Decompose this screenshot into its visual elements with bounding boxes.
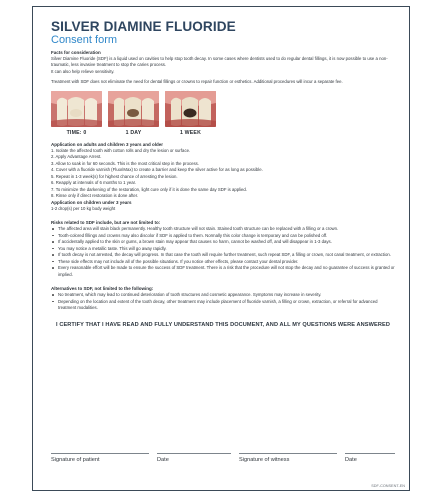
witness-signature-line[interactable]: Signature of witness: [239, 453, 337, 463]
risk-item: If accidentally applied to the skin or gums, a brown stain may appear that causes no harm, cannot be washed off, and will disappear in 1-3 days.: [51, 239, 395, 246]
tooth-photo: [165, 91, 216, 127]
facts-paragraph: It can also help relieve sensitivity.: [51, 68, 115, 74]
alternatives-heading: Alternatives to SDF, not limited to the following:: [51, 286, 154, 292]
photo-caption: 1 DAY: [125, 129, 142, 136]
risk-item: The affected area will stain black permanently. Healthy tooth structure will not stain. Stained tooth structure can be replaced with a filling or a crown.: [51, 226, 395, 233]
application-step: 3. Allow to soak in for 60 seconds. This is the most critical step in the process.: [51, 160, 199, 166]
photo-1-day: [108, 91, 159, 136]
under3-dosage: 1-2 drop(s) per 10 kg body weight: [51, 205, 116, 211]
treatment-photos: [51, 91, 395, 136]
alternative-item: Depending on the location and extent of the tooth decay, other treatment may include placement of fluoride varnish, a filling or crown, extraction, or referral for advanced treatment modalities.: [51, 299, 395, 312]
risk-item: If tooth decay is not arrested, the decay will progress. In that case the tooth will require further treatment, such repeat SDF, a filling or crown, root canal treatment, or extraction.: [51, 252, 395, 259]
form-title: SILVER DIAMINE FLUORIDE: [51, 19, 236, 34]
photo-time-0: [51, 91, 102, 136]
tooth-photo: [108, 91, 159, 127]
tooth-photo: [51, 91, 102, 127]
application-step: 2. Apply Advantage Arrest.: [51, 154, 102, 160]
application-step: 1. Isolate the affected tooth with cotton rolls and dry the lesion or surface.: [51, 147, 191, 153]
witness-date-line[interactable]: Date: [345, 453, 395, 463]
risk-item: Tooth-colored fillings and crowns may also discolor if SDF is applied to them. Normally this color change is temporary and can be polished off.: [51, 233, 395, 240]
patient-date-line[interactable]: Date: [157, 453, 231, 463]
form-subtitle: Consent form: [51, 34, 118, 46]
risks-heading: Risks related to SDF include, but are not limited to:: [51, 220, 161, 226]
alternative-item: No treatment, which may lead to continued deterioration of tooth structures and cosmetic appearance. Symptoms may increase in severity.: [51, 292, 395, 299]
under3-heading: Application on children under 3 years: [51, 199, 132, 205]
application-step: 4. Cover with a fluoride varnish (FluoriMax) to create a barrier and keep the silver active for as long as possible.: [51, 167, 263, 173]
application-steps: [51, 148, 395, 200]
signature-row: [51, 453, 395, 473]
risks-list: [51, 226, 395, 278]
application-step: 5. Repeat in 1-3 week(s) for highest chance of arresting the lesion.: [51, 173, 178, 179]
risk-item: Every reasonable effort will be made to ensure the success of SDF treatment. There is a risk that the procedure will not stop the decay and no guarantee of success is granted or implied.: [51, 265, 395, 278]
certification-statement: I CERTIFY THAT I HAVE READ AND FULLY UNDERSTAND THIS DOCUMENT, AND ALL MY QUESTIONS WERE ANSWERED: [56, 321, 390, 328]
facts-paragraph: Treatment with SDF does not eliminate the need for dental fillings or crowns to repair function or esthetics. Additional procedures will incur a separate fee.: [51, 79, 343, 85]
form-content: [51, 20, 395, 328]
photo-caption: TIME: 0: [66, 129, 87, 136]
photo-1-week: [165, 91, 216, 136]
application-heading: Application on adults and children 3 years and older: [51, 141, 164, 147]
facts-heading: Facts for consideration: [51, 50, 101, 55]
consent-form-page: [32, 6, 410, 491]
alternatives-list: [51, 292, 395, 312]
application-step: 7. To minimize the darkening of the restoration, light cure only if it is done the same day SDF is applied.: [51, 186, 248, 192]
application-step: 6. Reapply at intervals of 6 months to 1 year.: [51, 180, 137, 186]
facts-paragraph: Silver Diamine Fluoride (SDF) is a liquid used on cavities to help stop tooth decay. In some cases where dentists used to do regular dental fillings, it is now possible to use a non-traumatic, less invasive treatment to stop the caries process.: [51, 56, 388, 68]
photo-caption: 1 WEEK: [179, 129, 202, 136]
form-code: SDF-CONSENT-EN: [371, 484, 405, 488]
risk-item: These side effects may not include all of the possible situations. If you notice other effects, please contact your dental provider.: [51, 259, 395, 266]
application-step: 8. Rinse only if direct restoration is done after.: [51, 193, 139, 199]
risk-item: You may notice a metallic taste. This will go away rapidly.: [51, 246, 395, 253]
patient-signature-line[interactable]: Signature of patient: [51, 453, 149, 463]
